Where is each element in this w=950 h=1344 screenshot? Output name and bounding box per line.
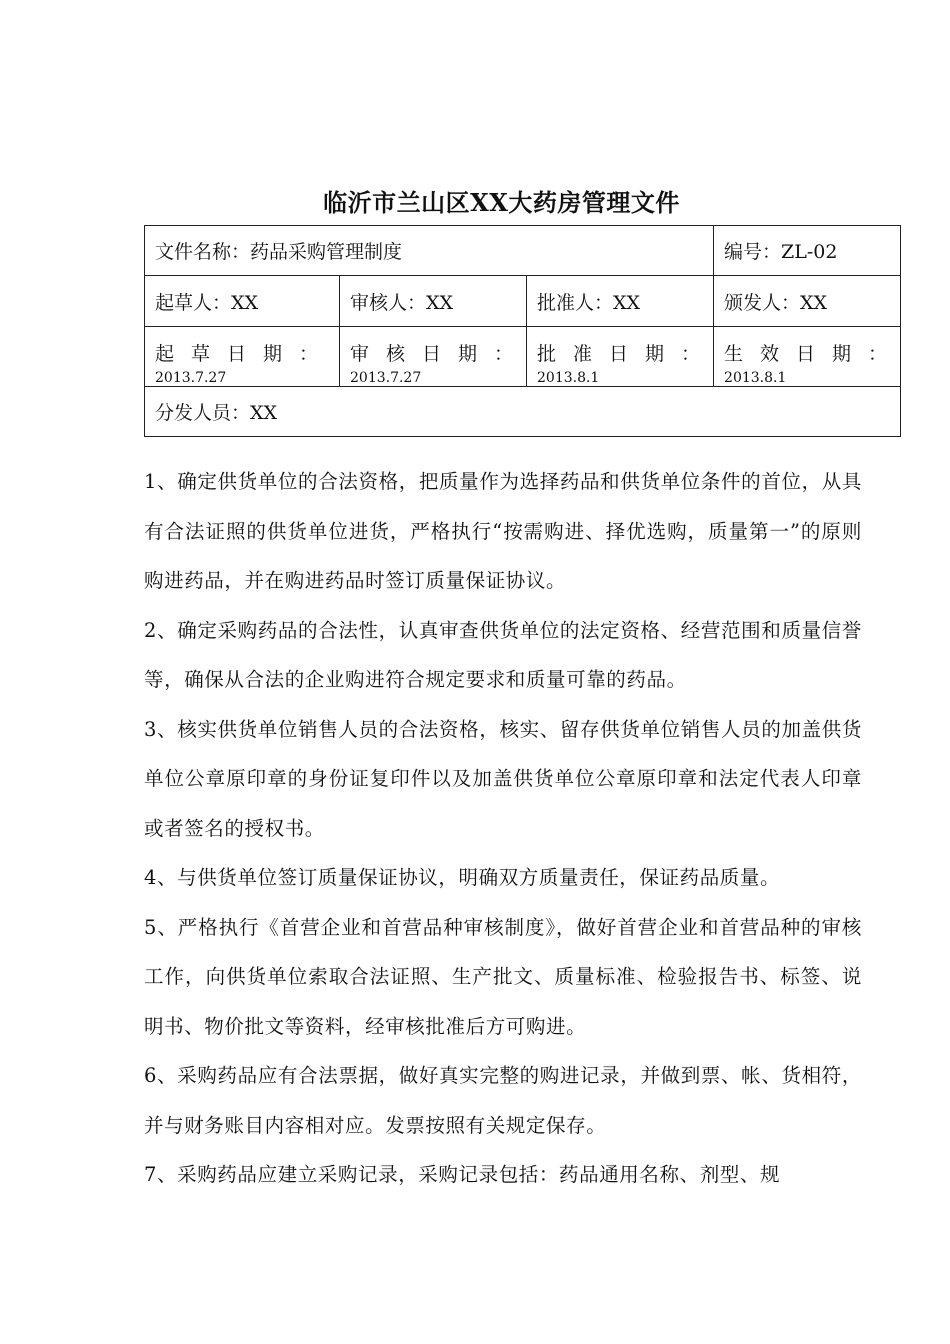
table-row (145, 387, 901, 437)
approve-date-value: 2013.8.1 (537, 370, 600, 386)
effective-date-cell (714, 327, 905, 387)
approve-date-label: 批准日期： (537, 343, 718, 365)
document-title: 临沂市兰山区XX大药房管理文件 (323, 188, 680, 217)
paragraph-4: 4、与供货单位签订质量保证协议，明确双方质量责任，保证药品质量。 (144, 866, 781, 889)
document-info-table (144, 225, 905, 437)
distribution-cell: 分发人员：XX (145, 387, 901, 437)
review-date-cell (340, 327, 531, 387)
paragraph-1: 1、确定供货单位的合法资格，把质量作为选择药品和供货单位条件的首位，从具有合法证照的供货单位进货，严格执行“按需购进、择优选购，质量第一”的原则购进药品，并在购进药品时签订质量保证协议。 (144, 470, 862, 592)
file-number-cell: 编号：ZL-02 (714, 226, 901, 276)
review-date-label: 审核日期： (350, 343, 531, 365)
reviewer-cell: 审核人：XX (340, 276, 527, 327)
paragraph-3: 3、核实供货单位销售人员的合法资格，核实、留存供货单位销售人员的加盖供货单位公章原印章的身份证复印件以及加盖供货单位公章原印章和法定代表人印章或者签名的授权书。 (144, 717, 862, 840)
paragraph-2: 2、确定采购药品的合法性，认真审查供货单位的法定资格、经营范围和质量信誉等，确保从合法的企业购进符合规定要求和质量可靠的药品。 (144, 618, 862, 691)
approver-cell: 批准人：XX (527, 276, 714, 327)
draft-date-label: 起草日期： (155, 343, 336, 365)
draft-date-cell (145, 327, 340, 387)
effective-date-label: 生效日期： (724, 343, 905, 365)
paragraph-7: 7、采购药品应建立采购记录，采购记录包括：药品通用名称、剂型、规 (144, 1163, 781, 1186)
paragraph-6: 6、采购药品应有合法票据，做好真实完整的购进记录，并做到票、帐、货相符，并与财务账目内容相对应。发票按照有关规定保存。 (144, 1064, 862, 1137)
issuer-cell: 颁发人：XX (714, 276, 901, 327)
effective-date-value: 2013.8.1 (724, 370, 787, 386)
file-name-cell: 文件名称：药品采购管理制度 (145, 226, 714, 276)
approve-date-cell (527, 327, 718, 387)
document-body (144, 457, 862, 1200)
drafter-cell: 起草人：XX (145, 276, 340, 327)
table-row (145, 276, 901, 327)
table-row (145, 327, 901, 387)
draft-date-value: 2013.7.27 (155, 370, 227, 386)
table-row (145, 226, 901, 276)
review-date-value: 2013.7.27 (350, 370, 422, 386)
paragraph-5: 5、严格执行《首营企业和首营品种审核制度》，做好首营企业和首营品种的审核工作，向供货单位索取合法证照、生产批文、质量标准、检验报告书、标签、说明书、物价批文等资料，经审核批准后方可购进。 (144, 915, 862, 1038)
